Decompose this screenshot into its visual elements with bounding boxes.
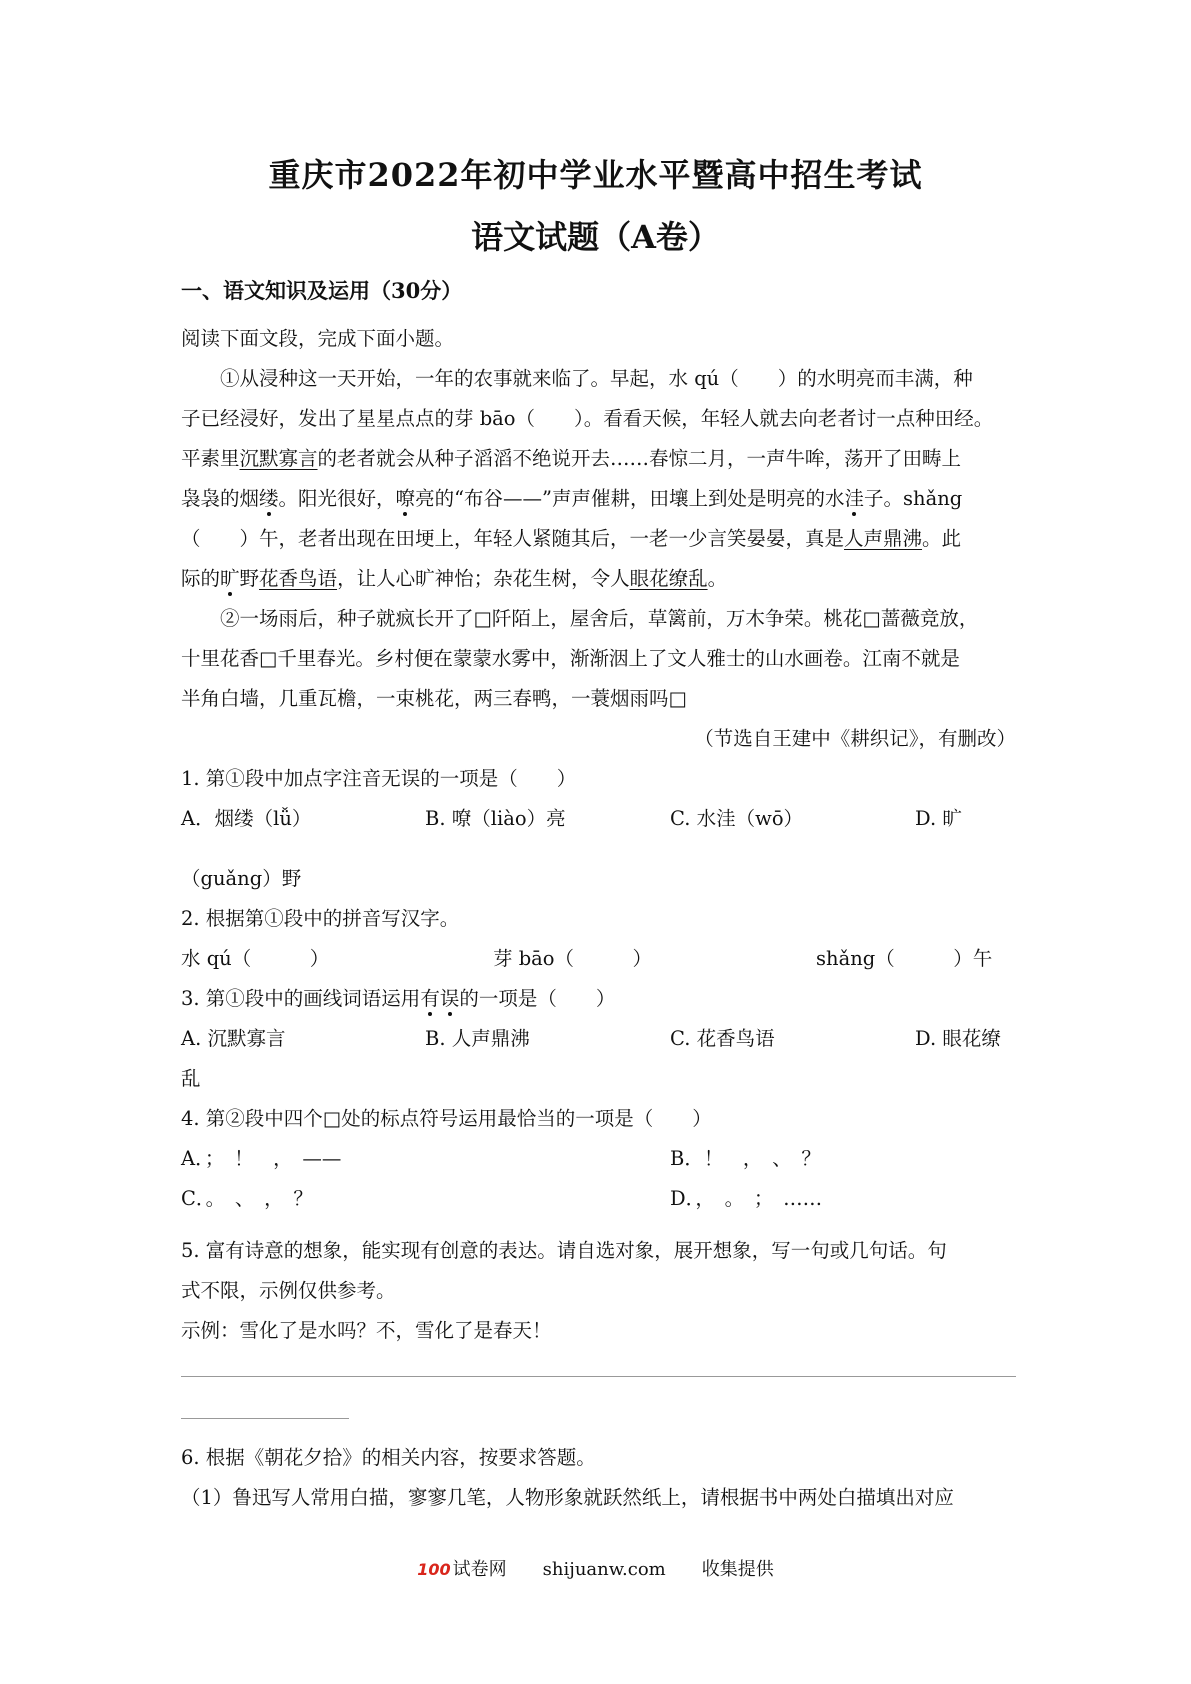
q4-stem: 4. 第②段中四个□处的标点符号运用最恰当的一项是（ ） xyxy=(181,1107,712,1130)
q5-stem-line2: 式不限，示例仅供参考。 xyxy=(181,1279,396,1302)
dotted-char: 嘹 xyxy=(395,487,416,510)
site-logo: 100 xyxy=(417,1560,451,1579)
dotted-char: 旷 xyxy=(220,567,240,590)
q3-option-a: A. 沉默寡言 xyxy=(181,1027,286,1050)
q5-example: 示例：雪化了是水吗？不，雪化了是春天！ xyxy=(181,1319,552,1342)
answer-line[interactable] xyxy=(181,1376,1016,1377)
q2-blank-qu: 水 qú（ ） xyxy=(181,947,330,970)
q3-option-c: C. 花香鸟语 xyxy=(670,1027,775,1050)
exam-title: 重庆市2022年初中学业水平暨高中招生考试 xyxy=(268,156,923,194)
q1-stem: 1. 第①段中加点字注音无误的一项是（ ） xyxy=(181,767,577,790)
reading-instruction: 阅读下面文段，完成下面小题。 xyxy=(181,327,455,350)
dotted-char: 缕 xyxy=(259,487,279,510)
q1-option-b: B. 嘹（liào）亮 xyxy=(425,807,566,830)
passage-p1-line1: ①从浸种这一天开始，一年的农事就来临了。早起，水 qú（ ）的水明亮而丰满，种 xyxy=(220,367,973,390)
q3-option-d: D. 眼花缭 xyxy=(915,1027,1001,1050)
q3-option-b: B. 人声鼎沸 xyxy=(425,1027,530,1050)
passage-p1-line4: 袅袅的烟缕。阳光很好，嘹亮的“布谷——”声声催耕，田壤上到处是明亮的水洼子。shǎng xyxy=(181,487,963,510)
passage-p2-line3: 半角白墙，几重瓦檐，一束桃花，两三春鸭，一蓑烟雨吗□ xyxy=(181,687,687,710)
section-heading: 一、语文知识及运用（30分） xyxy=(181,278,463,303)
exam-subtitle: 语文试题（A卷） xyxy=(471,218,720,256)
q4-option-d: D．， 。 ； …… xyxy=(670,1187,823,1210)
site-name: 试卷网 xyxy=(452,1559,507,1580)
q2-blank-shang: shǎng（ ）午 xyxy=(816,947,993,970)
passage-p1-line6: 际的旷野花香鸟语，让人心旷神怡；杂花生树，令人眼花缭乱。 xyxy=(181,567,728,590)
passage-p2-line2: 十里花香□千里春光。乡村便在蒙蒙水雾中，渐渐洇上了文人雅士的山水画卷。江南不就是 xyxy=(181,647,960,670)
q5-stem-line1: 5. 富有诗意的想象，能实现有创意的表达。请自选对象，展开想象，写一句或几句话。句 xyxy=(181,1239,947,1262)
underlined-phrase: 人声鼎沸 xyxy=(844,527,923,550)
q2-stem: 2. 根据第①段中的拼音写汉字。 xyxy=(181,907,460,930)
footer-credit: 收集提供 xyxy=(701,1559,774,1580)
passage-source: （节选自王建中《耕织记》，有删改） xyxy=(694,727,1016,750)
site-url[interactable]: shijuanw.com xyxy=(542,1559,666,1580)
underlined-phrase: 花香鸟语 xyxy=(259,567,338,590)
q3-option-d-cont: 乱 xyxy=(181,1067,201,1090)
dotted-char: 误 xyxy=(439,987,460,1010)
passage-p1-line5: （ ）午，老者出现在田埂上，年轻人紧随其后，一老一少言笑晏晏，真是人声鼎沸。此 xyxy=(181,527,962,550)
q1-option-a: A．烟缕（lǚ） xyxy=(181,807,312,830)
dotted-char: 洼 xyxy=(844,487,865,510)
q2-blank-bao: 芽 bāo（ ） xyxy=(493,947,653,970)
q4-option-c: C．。 、 ， ？ xyxy=(181,1187,313,1210)
underlined-phrase: 眼花缭乱 xyxy=(629,567,708,590)
passage-p1-line3: 平素里沉默寡言的老者就会从种子滔滔不绝说开去……春惊二月，一声牛哞，荡开了田畴上 xyxy=(181,447,962,470)
q1-option-d-cont: （guǎng）野 xyxy=(181,867,302,890)
q4-option-b: B．！ ， 、 ？ xyxy=(670,1147,821,1170)
answer-line[interactable] xyxy=(181,1418,349,1419)
dotted-char: 有 xyxy=(420,987,440,1010)
q3-stem: 3. 第①段中的画线词语运用有误的一项是（ ） xyxy=(181,987,616,1010)
q6-part1: （1）鲁迅写人常用白描，寥寥几笔，人物形象就跃然纸上，请根据书中两处白描填出对应 xyxy=(181,1486,954,1509)
q4-option-a: A．； ！ ， —— xyxy=(181,1147,342,1170)
passage-p2-line1: ②一场雨后，种子就疯长开了□阡陌上，屋舍后，草篱前，万木争荣。桃花□蔷薇竞放， xyxy=(220,607,979,630)
q1-option-c: C. 水洼（wō） xyxy=(670,807,804,830)
footer xyxy=(0,1555,1191,1581)
passage-p1-line2: 子已经浸好，发出了星星点点的芽 bāo（ ）。看看天候，年轻人就去向老者讨一点种田经。 xyxy=(181,407,994,430)
underlined-phrase: 沉默寡言 xyxy=(239,447,318,470)
q6-stem: 6. 根据《朝花夕拾》的相关内容，按要求答题。 xyxy=(181,1446,596,1469)
q1-option-d: D. 旷 xyxy=(915,807,962,830)
